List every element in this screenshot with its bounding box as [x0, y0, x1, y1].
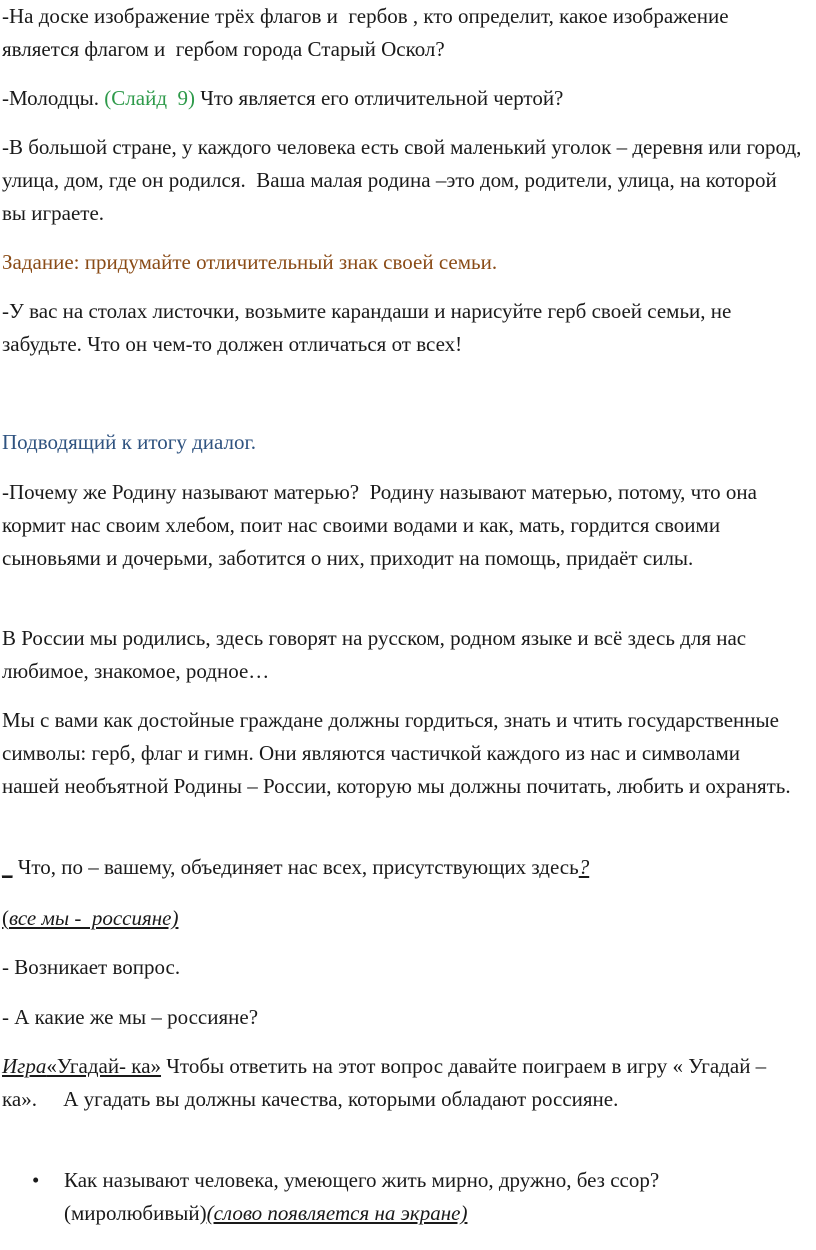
- game-word: Игра: [2, 1054, 47, 1078]
- underscore-mark: _: [2, 855, 13, 879]
- task-line: Задание: придумайте отличительный знак своей семьи.: [2, 250, 498, 274]
- answer-text: все мы - россияне): [9, 906, 179, 930]
- paragraph-what-russians: - А какие же мы – россияне?: [2, 1005, 259, 1029]
- slide-reference: (Слайд 9): [104, 86, 195, 110]
- paragraph-motherland: -Почему же Родину называют матерью? Родину называют матерью, потому, что она кормит нас своим хлебом, поит нас своими водами и как, мать, гордится своими сыновьями и дочерьми, заботится о них, приходит на помощь, придаёт силы.: [2, 480, 763, 570]
- paragraph-well-done-start: -Молодцы.: [2, 86, 105, 110]
- paragraph-game: [2, 1050, 802, 1116]
- question-mark: ?: [578, 855, 590, 879]
- answer-russians: [2, 902, 802, 935]
- paragraph-well-done-end: Что является его отличительной чертой?: [195, 86, 564, 110]
- game-description: Чтобы ответить на этот вопрос давайте поиграем в игру « Угадай – ка». А угадать вы должны качества, которыми обладают россияне.: [2, 1054, 772, 1111]
- game-name: «Угадай- ка»: [46, 1054, 162, 1078]
- paragraph-state-symbols: Мы с вами как достойные граждане должны гордиться, знать и чтить государственные символы: герб, флаг и гимн. Они являются частичкой каждого из нас и символами нашей необъятной Родины – России, которую мы должны почитать, любить и охранять.: [2, 708, 791, 798]
- list-item-text: [64, 1164, 802, 1230]
- paragraph-well-done: [2, 82, 802, 115]
- section-heading: Подводящий к итогу диалог.: [2, 430, 257, 454]
- list-item-question: Как называют человека, умеющего жить мирно, дружно, без ссор? (миролюбивый): [64, 1168, 665, 1225]
- paragraph-flags-question: -На доске изображение трёх флагов и гербов , кто определит, какое изображение является флагом и гербом города Старый Оскол?: [2, 4, 734, 61]
- paragraph-question-arises: - Возникает вопрос.: [2, 955, 181, 979]
- what-unites-text: Что, по – вашему, объединяет нас всех, присутствующих здесь: [12, 855, 579, 879]
- paragraph-small-homeland: -В большой стране, у каждого человека есть свой маленький уголок – деревня или город, улица, дом, где он родился. Ваша малая родина –это дом, родители, улица, на которой вы играете.: [2, 135, 807, 225]
- paragraph-family-emblem: -У вас на столах листочки, возьмите карандаши и нарисуйте герб своей семьи, не забудьте. Что он чем-то должен отличаться от всех!: [2, 299, 737, 356]
- paragraph-russia-born: В России мы родились, здесь говорят на русском, родном языке и всё здесь для нас любимое, знакомое, родное…: [2, 626, 752, 683]
- list-item: [2, 1164, 802, 1230]
- bullet-icon: •: [32, 1168, 40, 1192]
- answer-open-paren: (: [2, 906, 9, 930]
- list-item-note: (слово появляется на экране): [206, 1201, 468, 1225]
- paragraph-what-unites: [2, 851, 802, 884]
